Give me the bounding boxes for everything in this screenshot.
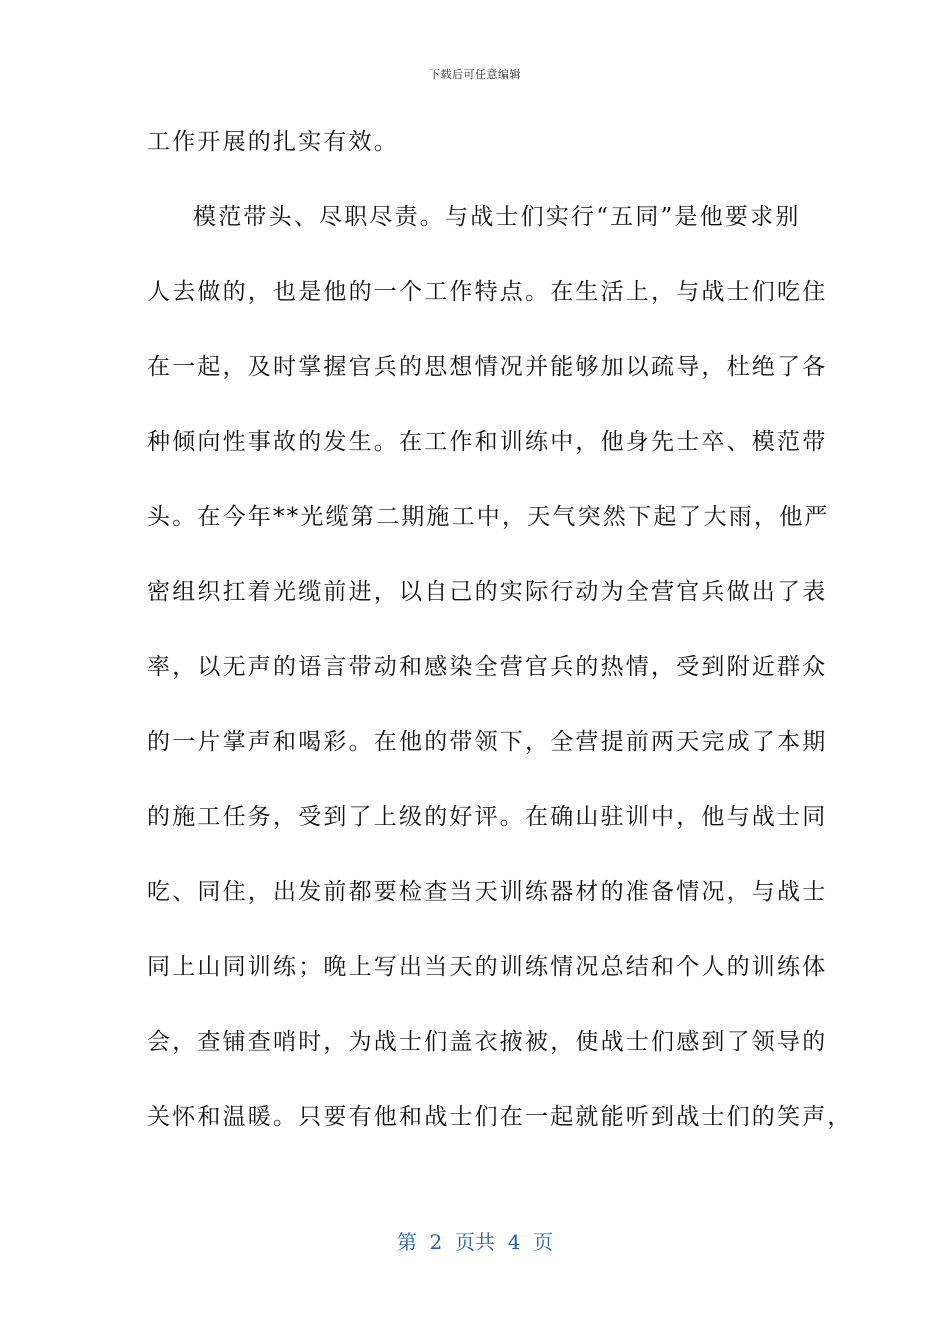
text-line: 种倾向性事故的发生。在工作和训练中，他身先士卒、模范带 <box>147 429 828 455</box>
paragraph-start-line: 模范带头、尽职尽责。与战士们实行“五同”是他要求别 <box>193 204 801 230</box>
text-line: 关怀和温暖。只要有他和战士们在一起就能听到战士们的笑声， <box>147 1104 853 1130</box>
text-line: 人去做的，也是他的一个工作特点。在生活上，与战士们吃住 <box>147 279 828 305</box>
page-header: 下载后可任意编辑 <box>429 68 521 81</box>
text-line: 头。在今年**光缆第二期施工中，天气突然下起了大雨，他严 <box>147 504 830 530</box>
text-line: 工作开展的扎实有效。 <box>147 129 399 155</box>
page-number-footer: 第 2 页共 4 页 <box>396 1230 554 1254</box>
document-body <box>147 121 853 1171</box>
text-line: 密组织扛着光缆前进，以自己的实际行动为全营官兵做出了表 <box>147 579 828 605</box>
text-line: 率，以无声的语言带动和感染全营官兵的热情，受到附近群众 <box>147 654 828 680</box>
text-line: 会，查铺查哨时，为战士们盖衣掖被，使战士们感到了领导的 <box>147 1029 828 1055</box>
text-line: 的一片掌声和喝彩。在他的带领下，全营提前两天完成了本期 <box>147 729 828 755</box>
text-line: 吃、同住，出发前都要检查当天训练器材的准备情况，与战士 <box>147 879 828 905</box>
text-line: 的施工任务，受到了上级的好评。在确山驻训中，他与战士同 <box>147 804 828 830</box>
text-line: 同上山同训练；晚上写出当天的训练情况总结和个人的训练体 <box>147 954 828 980</box>
text-line: 在一起，及时掌握官兵的思想情况并能够加以疏导，杜绝了各 <box>147 354 828 380</box>
